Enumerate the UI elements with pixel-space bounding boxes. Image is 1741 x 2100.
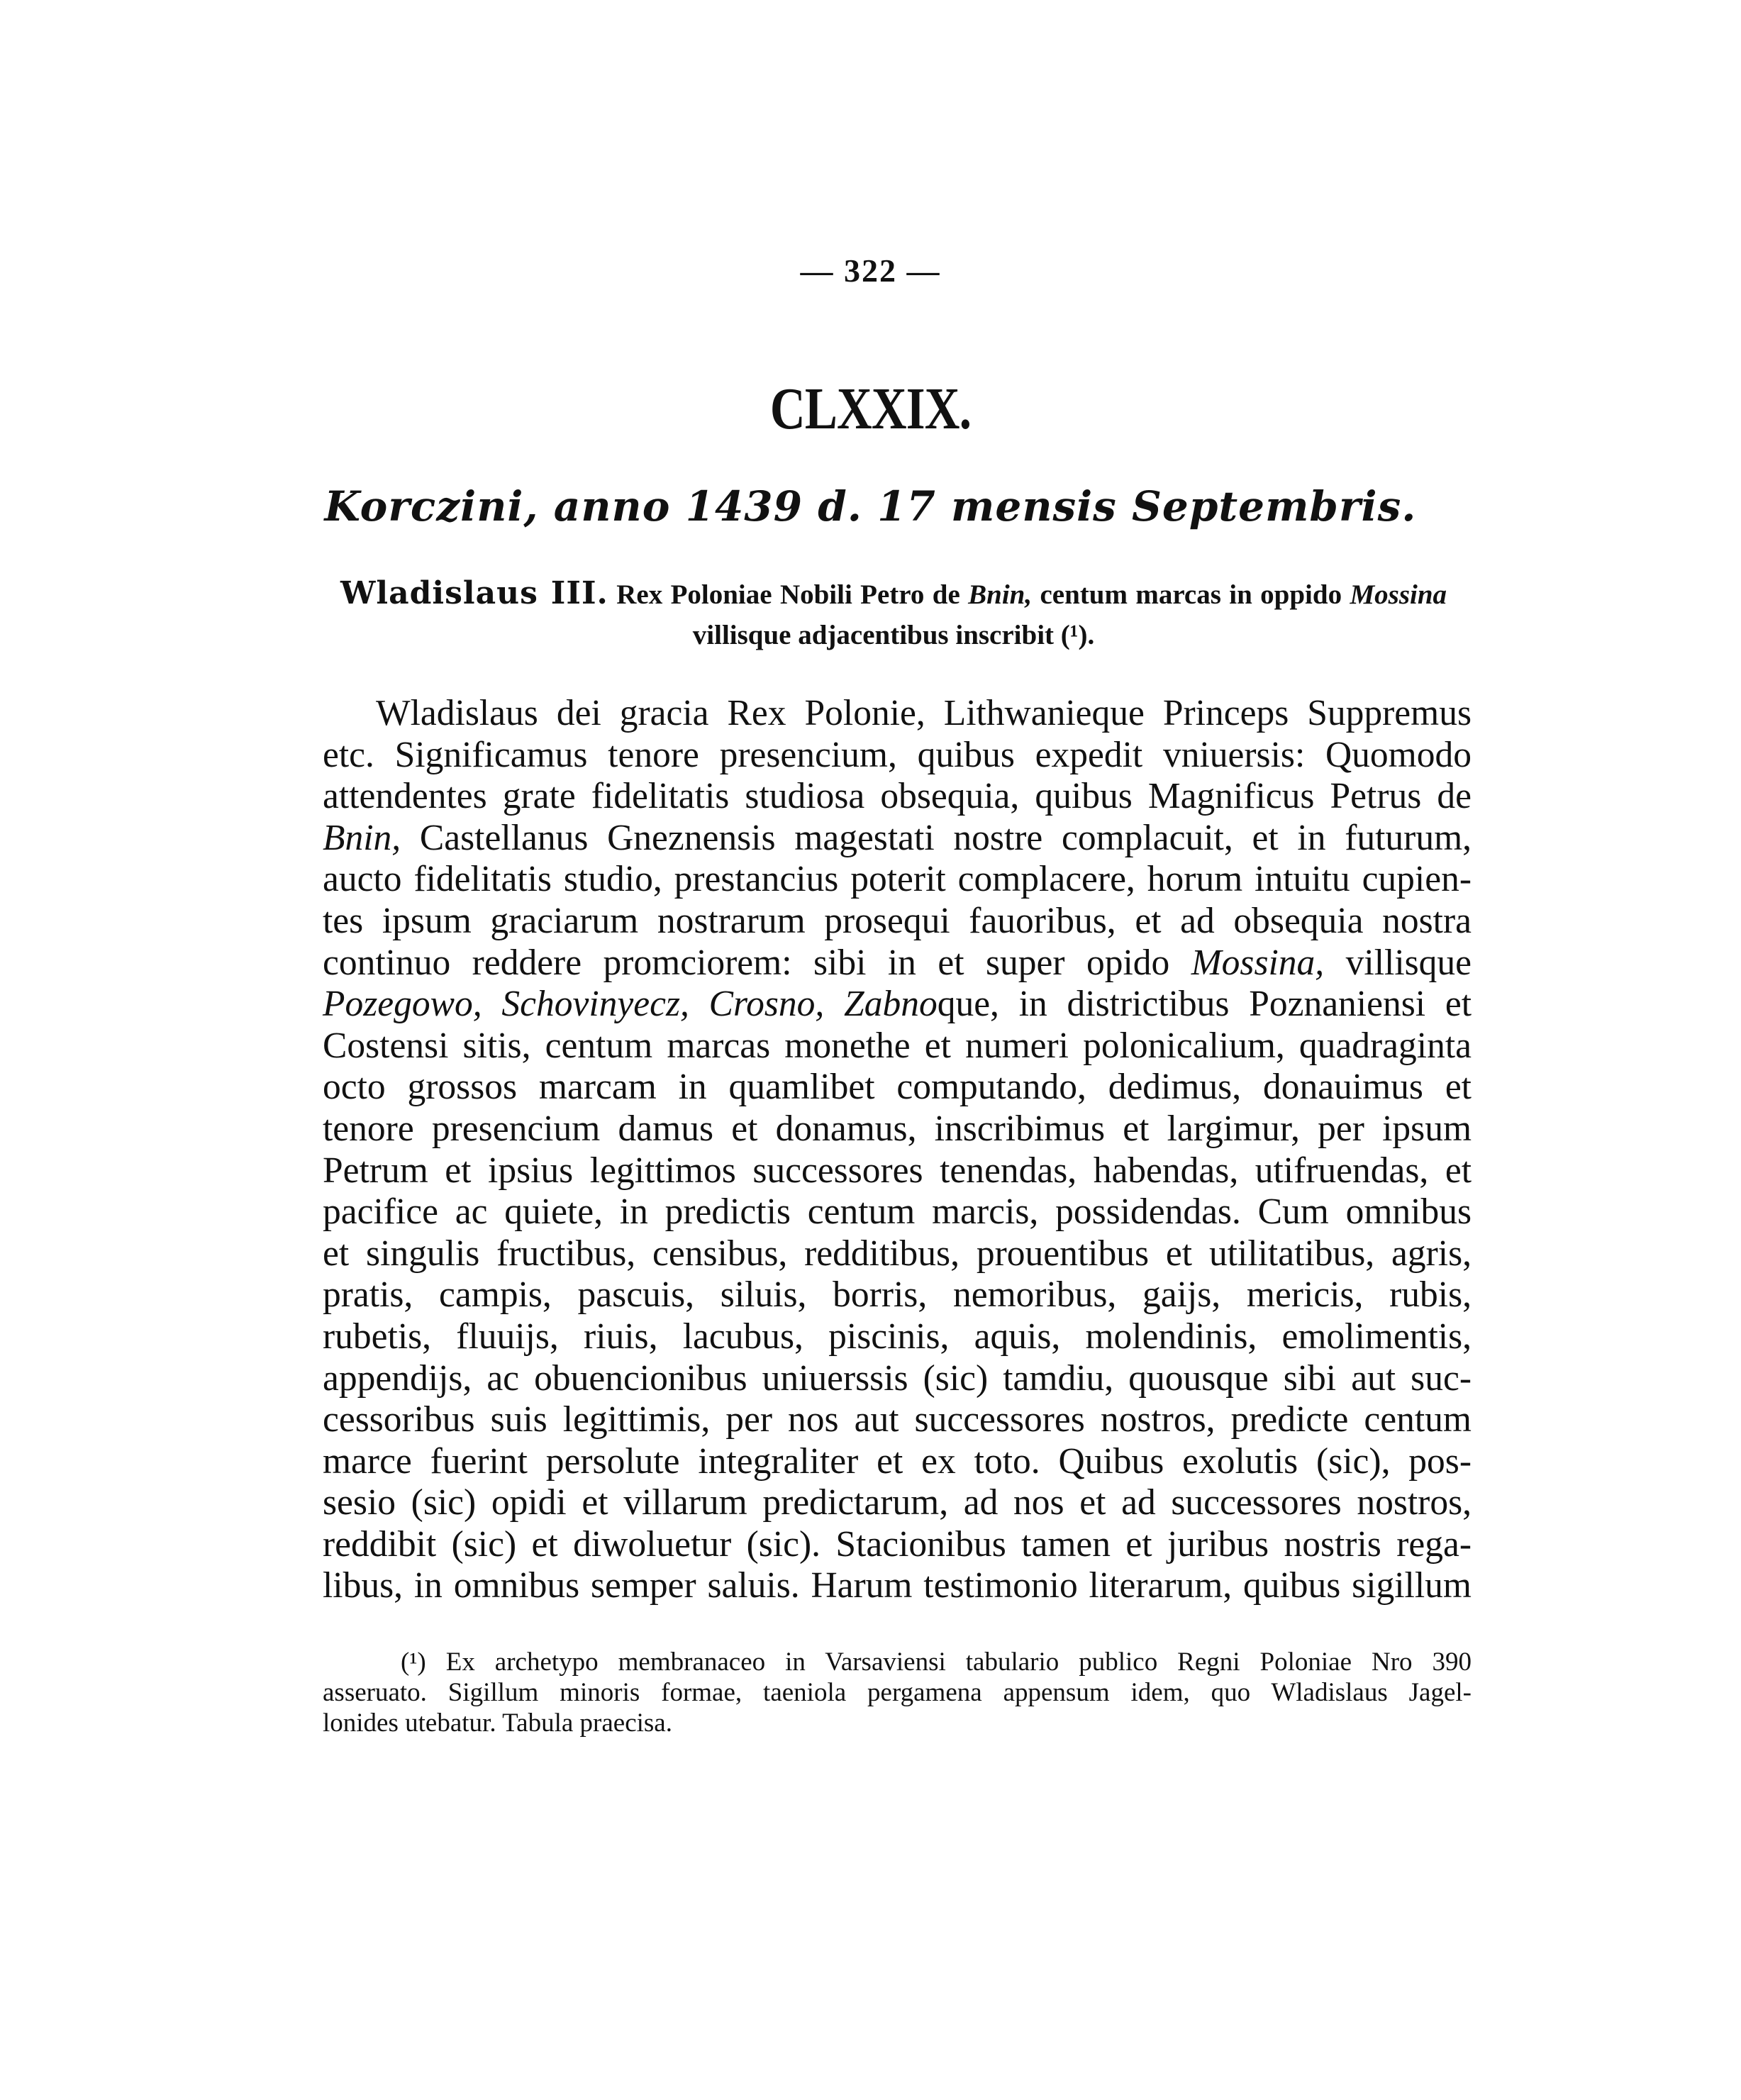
body-line: sesio (sic) opidi et villarum predictarum, ad nos et ad successores nostros, xyxy=(323,1482,1472,1523)
body-line: et singulis fructibus, censibus, redditibus, prouentibus et utilitatibus, agris, xyxy=(323,1233,1472,1274)
body-line: rubetis, fluuijs, riuis, lacubus, piscinis, aquis, molendinis, emolimentis, xyxy=(323,1316,1472,1357)
document-number: CLXXIX. xyxy=(769,376,972,442)
footnote-text: Ex archetypo membranaceo in Varsaviensi tabulario publico Regni Poloniae xyxy=(445,1648,1352,1677)
body-line: libus, in omnibus semper saluis. Harum testimonio literarum, quibus sigillum xyxy=(323,1565,1472,1606)
body-name-mossina: Mossina, xyxy=(1191,942,1325,983)
body-village-names: Pozegowo, Schovinyecz, Crosno, Zabno xyxy=(323,984,938,1025)
body-line: tes ipsum graciarum nostrarum prosequi fauoribus, et ad obsequia nostra xyxy=(323,900,1472,941)
footnote-number: 390 xyxy=(1432,1648,1472,1677)
summary-name-bnin: Bnin, xyxy=(968,579,1033,610)
footnote-line: lonides utebatur. Tabula praecisa. xyxy=(323,1709,672,1738)
body-line: pacifice ac quiete, in predictis centum marcis, possidendas. Cum omnibus xyxy=(323,1191,1472,1233)
footnote-line: asseruato. Sigillum minoris formae, taeniola pergamena appensum idem, quo Wladislaus Jagel- xyxy=(323,1678,1472,1707)
page-number: — 322 — xyxy=(800,252,941,289)
body-line: marce fuerint persolute integraliter et ex toto. Quibus exolutis (sic), pos- xyxy=(323,1440,1472,1482)
footnote-nro-label: Nro xyxy=(1372,1648,1413,1677)
body-line-text: Castellanus Gneznensis magestati nostre complacuit, et in futurum, xyxy=(419,817,1472,858)
body-line: Costensi sitis, centum marcas monethe et numeri polonicalium, quadraginta xyxy=(323,1025,1472,1066)
document-body xyxy=(323,693,1472,1607)
summary-footnote-ref: (¹). xyxy=(1060,620,1095,650)
body-line-text: continuo reddere promciorem: sibi in et super opido xyxy=(323,942,1170,983)
body-line: cessoribus suis legittimis, per nos aut successores nostros, predicte centum xyxy=(323,1399,1472,1440)
body-line xyxy=(323,943,1472,984)
summary-text-part1: Rex Poloniae Nobili Petro de xyxy=(616,579,960,610)
summary-text-part2: centum marcas in oppido xyxy=(1040,579,1342,610)
body-line-text: que, in districtibus Poznaniensi et xyxy=(937,984,1472,1025)
body-line xyxy=(323,984,1472,1026)
footnote-nro xyxy=(1372,1648,1413,1677)
body-line: reddibit (sic) et diwoluetur (sic). Stacionibus tamen et juribus nostris rega- xyxy=(323,1523,1472,1565)
body-line xyxy=(323,818,1472,860)
place-date-heading: Korczini, anno 1439 d. 17 mensis Septembris. xyxy=(324,482,1417,530)
summary-name-mossina: Mossina xyxy=(1350,579,1447,610)
body-line: pratis, campis, pascuis, siluis, borris, nemoribus, gaijs, mericis, rubis, xyxy=(323,1274,1472,1316)
summary-ruler: Wladislaus III. xyxy=(340,575,608,611)
body-line: tenore presencium damus et donamus, inscribimus et largimur, per ipsum xyxy=(323,1108,1472,1149)
body-line: octo grossos marcam in quamlibet computando, dedimus, donauimus et xyxy=(323,1067,1472,1108)
body-line: Wladislaus dei gracia Rex Polonie, Lithwanieque Princeps Suppremus xyxy=(376,693,1472,733)
footnote-line xyxy=(323,1647,1472,1677)
body-line: etc. Significamus tenore presencium, quibus expedit vniuersis: Quomodo xyxy=(323,734,1472,775)
body-name-bnin: Bnin, xyxy=(323,817,401,858)
body-line-text: villisque xyxy=(1345,942,1472,983)
summary-text-part3: villisque adjacentibus inscribit xyxy=(692,620,1055,650)
body-line: attendentes grate fidelitatis studiosa obsequia, quibus Magnificus Petrus de xyxy=(323,776,1472,817)
body-line: appendijs, ac obuencionibus uniuerssis (sic) tamdiu, quousque sibi aut suc- xyxy=(323,1357,1472,1399)
body-line: Petrum et ipsius legittimos successores tenendas, habendas, utifruendas, et xyxy=(323,1150,1472,1191)
document-summary xyxy=(340,573,1447,655)
body-line: aucto fidelitatis studio, prestancius poterit complacere, horum intuitu cupien- xyxy=(323,859,1472,900)
footnote-marker: (¹) xyxy=(401,1648,426,1677)
footnote xyxy=(323,1647,1472,1738)
